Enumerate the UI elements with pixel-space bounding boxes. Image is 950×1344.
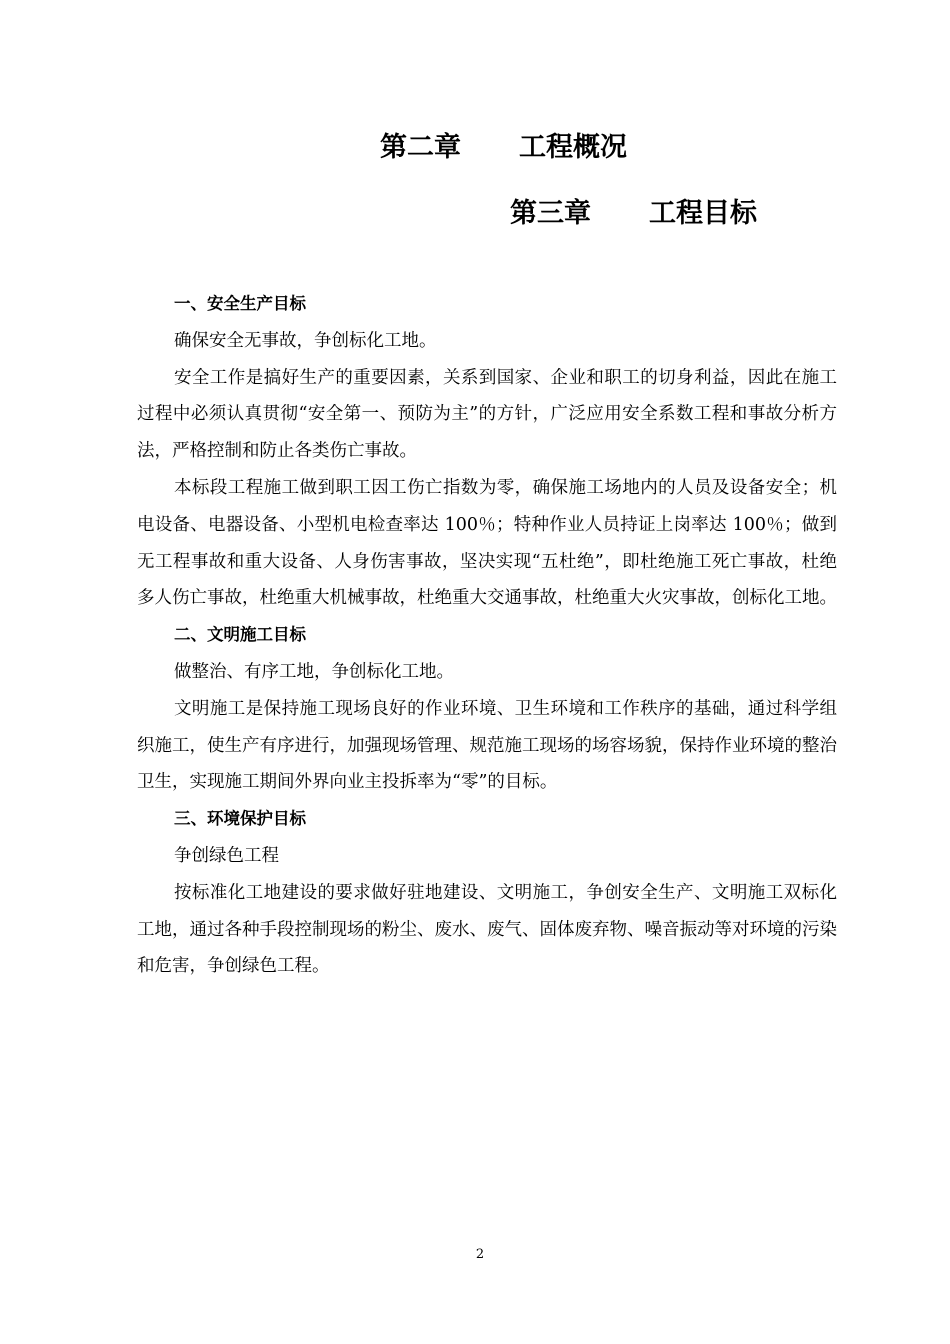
section-heading: 一、安全生产目标 [174,294,306,313]
chapter-title: 工程概况 [519,132,627,163]
paragraph: 做整治、有序工地，争创标化工地。 [174,661,454,682]
paragraph: 争创绿色工程 [174,845,279,866]
chapter-heading-3 [510,196,757,232]
paragraph: 按标准化工地建设的要求做好驻地建设、文明施工，争创安全生产、文明施工双标化工地，通过各种手段控制现场的粉尘、废水、废气、固体废弃物、噪音振动等对环境的污染和危害，争创绿色工程。 [137,882,837,977]
paragraph: 本标段工程施工做到职工因工伤亡指数为零，确保施工场地内的人员及设备安全；机电设备、电器设备、小型机电检查率达 100％；特种作业人员持证上岗率达 100％；做到无工程事故和重大设备、人身伤害事故，坚决实现“五杜绝”，即杜绝施工死亡事故，杜绝多人伤亡事故，杜绝重大机械事故，杜绝重大交通事故，杜绝重大火灾事故，创标化工地。 [137,477,837,609]
section-civilized-construction [137,617,837,801]
section-safety [137,286,837,617]
paragraph: 文明施工是保持施工现场良好的作业环境、卫生环境和工作秩序的基础，通过科学组织施工，使生产有序进行，加强现场管理、规范施工现场的场容场貌，保持作业环境的整治卫生，实现施工期间外界向业主投拆率为“零”的目标。 [137,698,837,793]
section-environment [137,801,837,985]
paragraph: 安全工作是搞好生产的重要因素，关系到国家、企业和职工的切身利益，因此在施工过程中必须认真贯彻“安全第一、预防为主”的方针，广泛应用安全系数工程和事故分析方法，严格控制和防止各类伤亡事故。 [137,367,837,462]
paragraph: 确保安全无事故，争创标化工地。 [174,330,437,351]
chapter-number: 第二章 [380,132,461,163]
chapter-heading-2 [380,130,627,166]
chapter-number: 第三章 [510,198,591,229]
section-heading: 二、文明施工目标 [174,625,306,645]
chapter-title: 工程目标 [649,198,757,229]
section-heading: 三、环境保护目标 [174,809,306,829]
document-body [137,286,837,985]
page-number: 2 [475,1247,485,1262]
